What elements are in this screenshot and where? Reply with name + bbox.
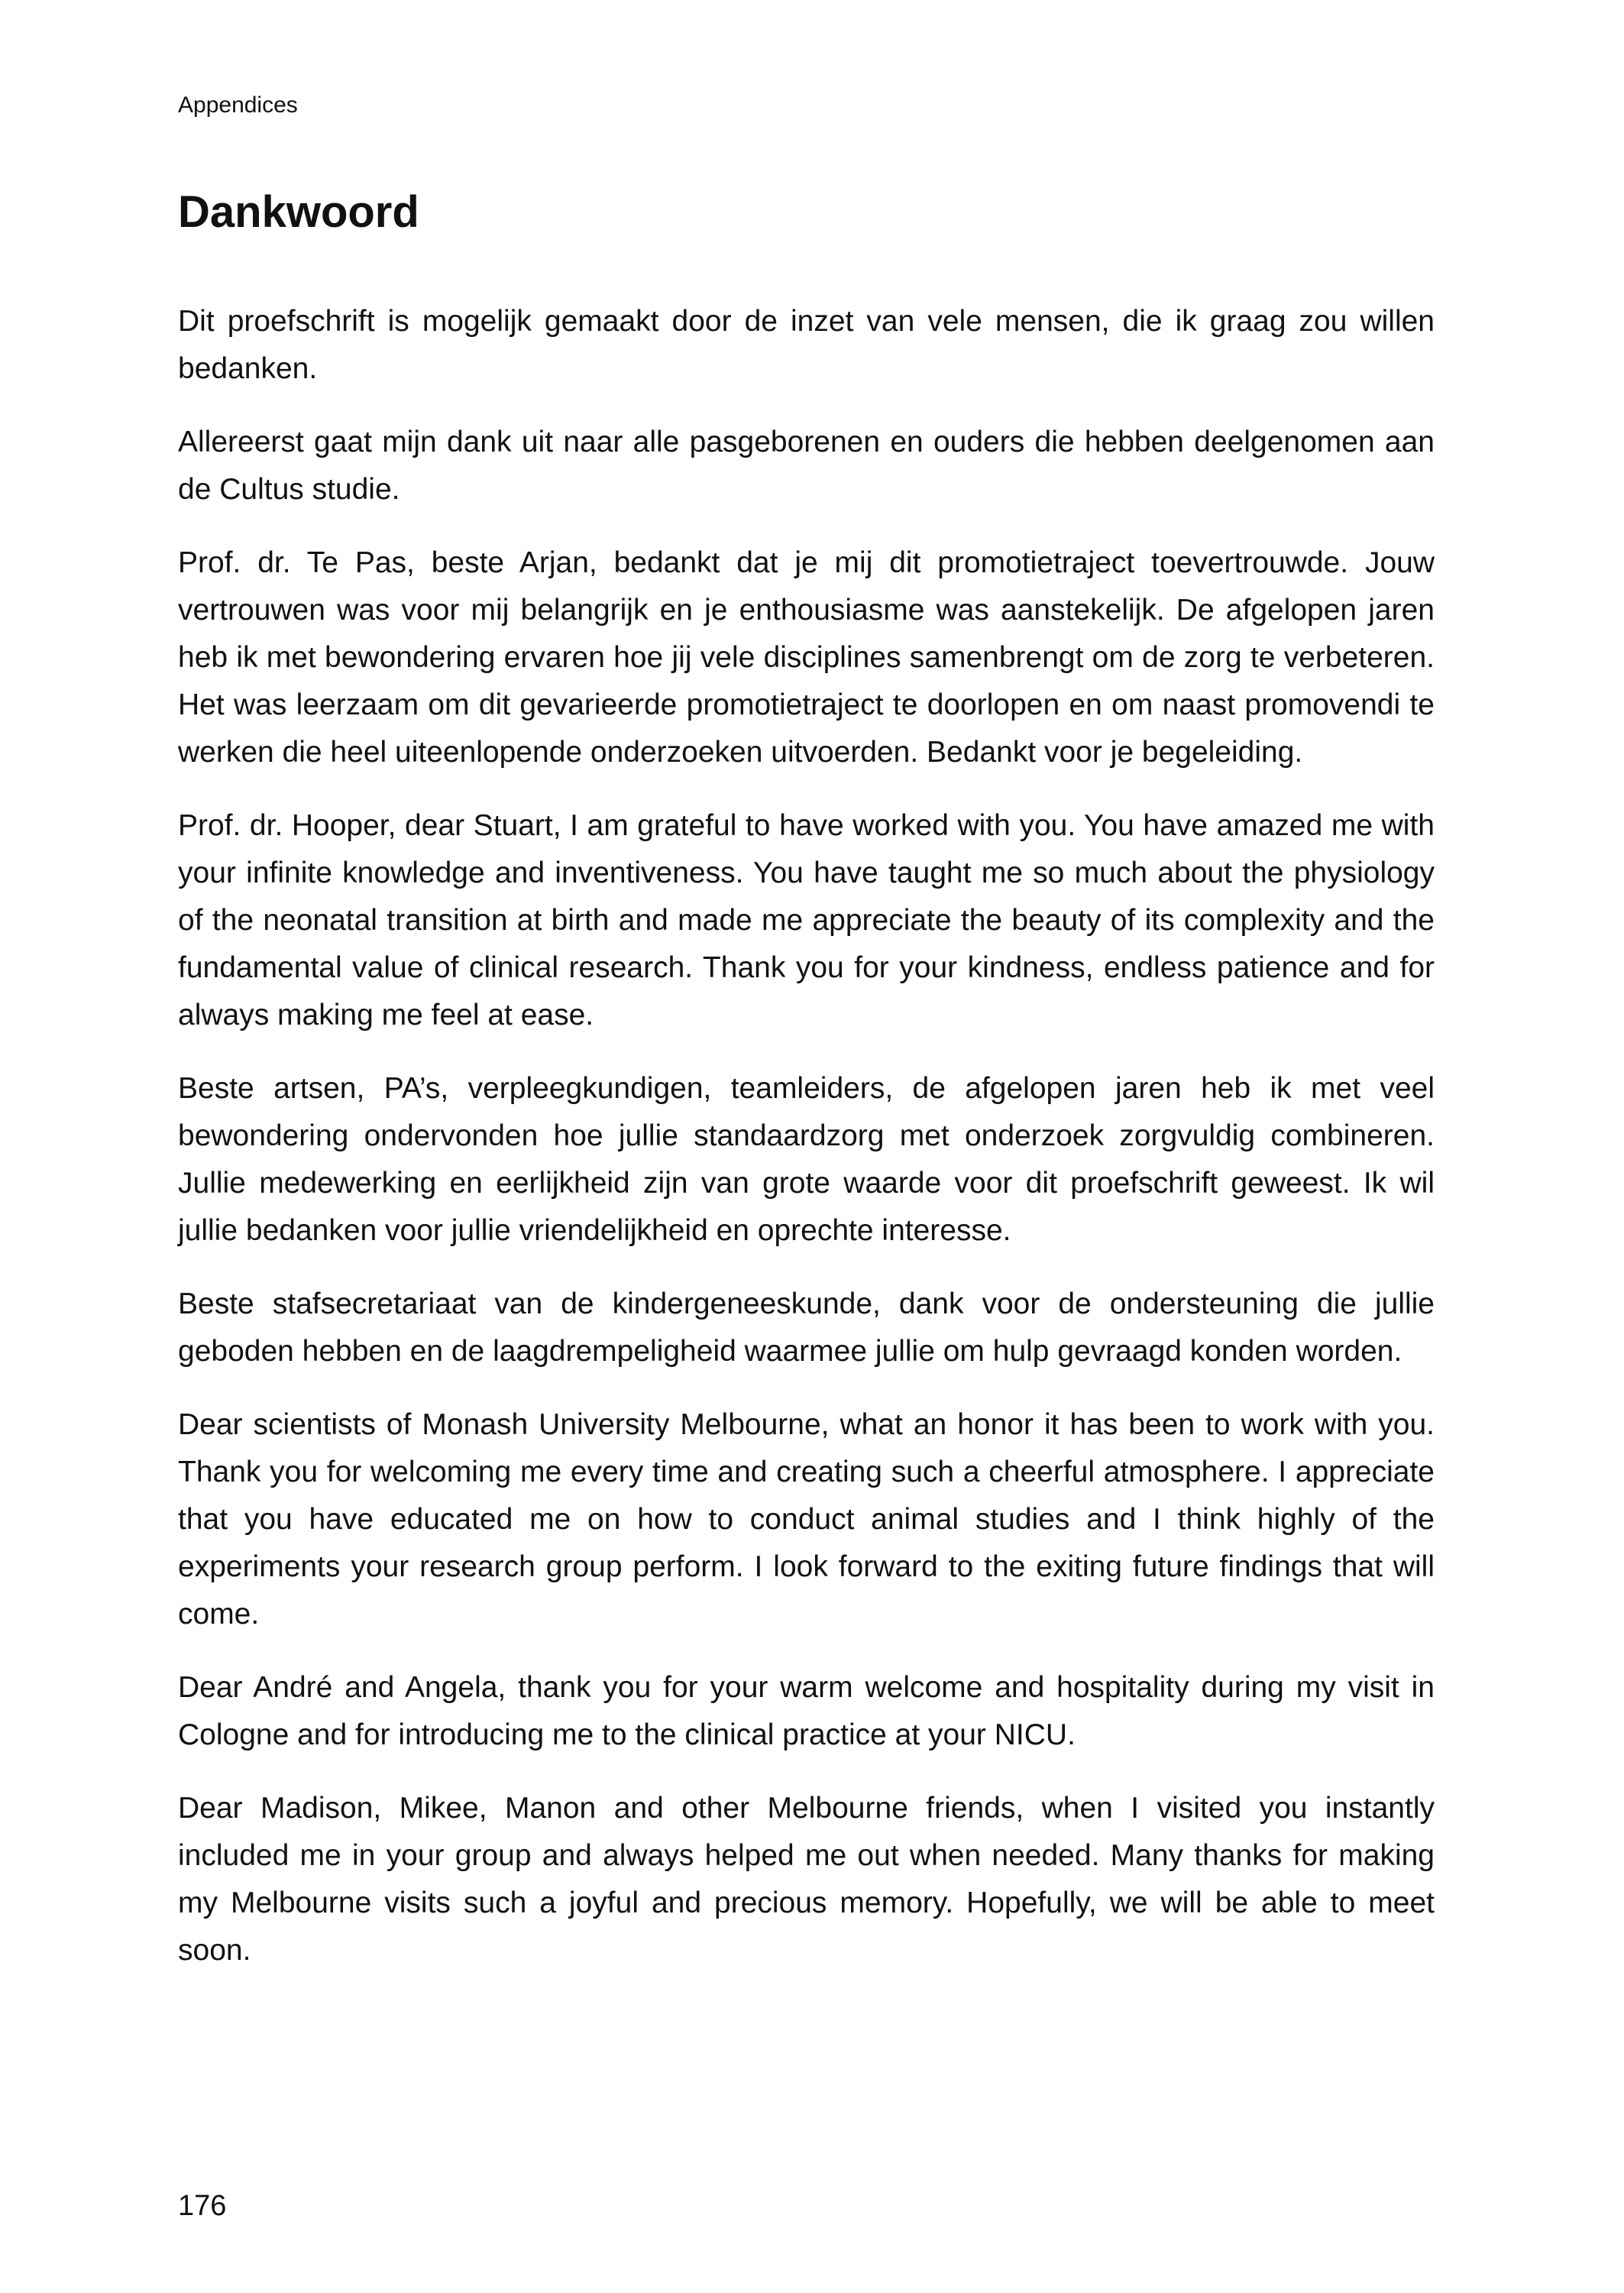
paragraph-secretariat: Beste stafsecretariaat van de kindergeneeskunde, dank voor de ondersteuning die jullie geboden hebben en de laagdrempeligheid waarmee jullie om hulp gevraagd konden worden. (178, 1287, 1435, 1368)
paragraph-friends: Dear Madison, Mikee, Manon and other Melbourne friends, when I visited you instantly included me in your group and always helped me out when needed. Many thanks for making my Melbourne visits such a joyful and precious memory. Hopefully, we will be able to meet soon. (178, 1792, 1435, 1967)
page-title: Dankwoord (178, 187, 419, 237)
paragraph-hooper: Prof. dr. Hooper, dear Stuart, I am grateful to have worked with you. You have amazed me with your infinite knowledge and inventiveness. You have taught me so much about the physiology of the neonatal transition at birth and made me appreciate the beauty of its complexity and the fundamental value of clinical research. Thank you for your kindness, endless patience and for always making me feel at ease. (178, 809, 1435, 1032)
paragraph-participants: Allereerst gaat mijn dank uit naar alle pasgeborenen en ouders die hebben deelgenomen aan de Cultus studie. (178, 426, 1435, 506)
page-number: 176 (178, 2190, 227, 2222)
paragraph-cologne: Dear André and Angela, thank you for your warm welcome and hospitality during my visit in Cologne and for introducing me to the clinical practice at your NICU. (178, 1671, 1435, 1751)
body-text (178, 298, 1435, 2000)
running-header: Appendices (178, 92, 298, 118)
paragraph-staff: Beste artsen, PA’s, verpleegkundigen, teamleiders, de afgelopen jaren heb ik met veel bewondering ondervonden hoe jullie standaardzorg met onderzoek zorgvuldig combineren. Jullie medewerking en eerlijkheid zijn van grote waarde voor dit proefschrift geweest. Ik wil jullie bedanken voor jullie vriendelijkheid en oprechte interesse. (178, 1072, 1435, 1247)
paragraph-monash: Dear scientists of Monash University Melbourne, what an honor it has been to work with you. Thank you for welcoming me every time and creating such a cheerful atmosphere. I appreciate that you have educated me on how to conduct animal studies and I think highly of the experiments your research group perform. I look forward to the exiting future findings that will come. (178, 1408, 1435, 1631)
paragraph-intro: Dit proefschrift is mogelijk gemaakt door de inzet van vele mensen, die ik graag zou willen bedanken. (178, 305, 1435, 385)
paragraph-te-pas: Prof. dr. Te Pas, beste Arjan, bedankt dat je mij dit promotietraject toevertrouwde. Jouw vertrouwen was voor mij belangrijk en je enthousiasme was aanstekelijk. De afgelopen jaren heb ik met bewondering ervaren hoe jij vele disciplines samenbrengt om de zorg te verbeteren. Het was leerzaam om dit gevarieerde promotietraject te doorlopen en om naast promovendi te werken die heel uiteenlopende onderzoeken uitvoerden. Bedankt voor je begeleiding. (178, 546, 1435, 769)
